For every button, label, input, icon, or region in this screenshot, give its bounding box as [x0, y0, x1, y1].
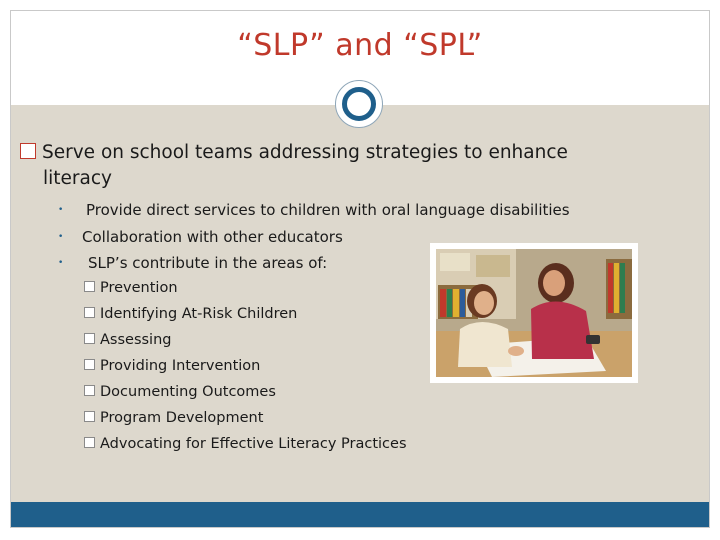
hollow-square-icon — [20, 143, 36, 159]
sub-bullet-text: Collaboration with other educators — [82, 228, 343, 246]
sub-bullet-text: Provide direct services to children with oral language disabilities — [86, 201, 570, 219]
photo-illustration — [436, 249, 632, 377]
area-text: Identifying At-Risk Children — [100, 306, 298, 322]
main-bullet-line2: literacy — [43, 168, 112, 189]
slide-title: “SLP” and “SPL” — [237, 28, 483, 63]
area-item — [84, 383, 276, 401]
sub-bullet — [58, 201, 570, 219]
hollow-square-icon — [84, 411, 95, 422]
hollow-square-icon — [84, 359, 95, 370]
ring-inner — [342, 87, 376, 121]
area-item — [84, 435, 407, 453]
dot-icon: • — [58, 232, 64, 242]
main-bullet — [20, 140, 660, 192]
area-item — [84, 305, 297, 323]
sub-bullet-text: SLP’s contribute in the areas of: — [88, 254, 328, 272]
photo-image — [436, 249, 632, 377]
sub-bullet — [58, 228, 343, 246]
hollow-square-icon — [84, 385, 95, 396]
hollow-square-icon — [84, 307, 95, 318]
ring-icon — [335, 80, 383, 128]
area-text: Prevention — [100, 280, 178, 296]
main-bullet-line1: Serve on school teams addressing strategies to enhance — [42, 142, 568, 163]
area-item — [84, 331, 171, 349]
area-text: Program Development — [100, 410, 264, 426]
area-text: Assessing — [100, 332, 172, 348]
area-item — [84, 357, 260, 375]
hollow-square-icon — [84, 437, 95, 448]
area-text: Providing Intervention — [100, 358, 261, 374]
area-text: Advocating for Effective Literacy Practices — [100, 436, 407, 452]
footer-bar — [11, 502, 709, 527]
dot-icon: • — [58, 205, 64, 215]
sub-bullet — [58, 254, 328, 272]
area-item — [84, 409, 263, 427]
area-text: Documenting Outcomes — [100, 384, 276, 400]
classroom-photo — [430, 243, 638, 383]
hollow-square-icon — [84, 333, 95, 344]
dot-icon: • — [58, 258, 64, 268]
area-item — [84, 279, 178, 297]
hollow-square-icon — [84, 281, 95, 292]
